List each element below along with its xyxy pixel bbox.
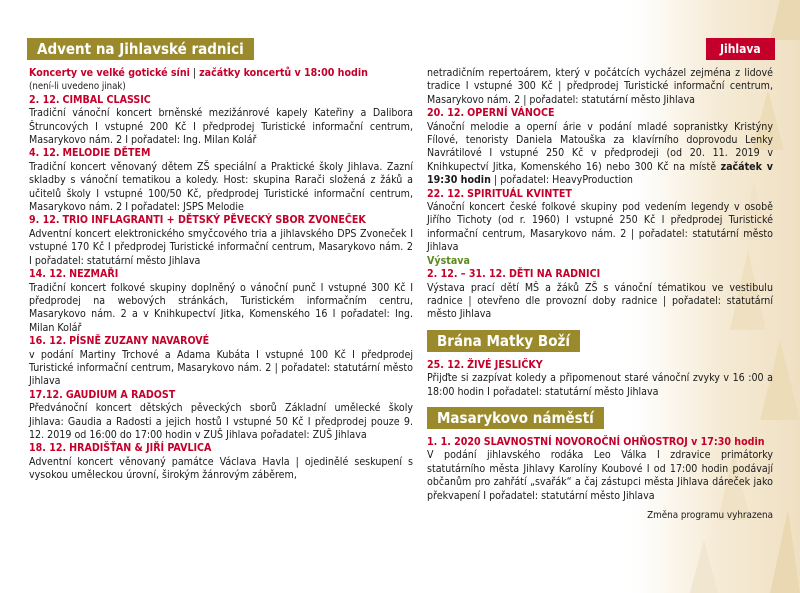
event-title: HRADIŠŤAN & JIŘÍ PAVLICA <box>69 442 212 455</box>
event-text: Tradiční koncert folkové skupiny doplněný o vánoční punč I vstupné 300 Kč I předprodej na webových stránkách, Turistickém informačním centru, Masarykovo nám. 2 a v Knihkupectví Jitka, Komenského 16 I pořadatel: Ing. Milan Kolář <box>29 281 413 334</box>
intro-line <box>29 67 413 80</box>
event-start-time: začátek v 19:30 hodin <box>427 160 773 187</box>
event-date: 4. 12. <box>29 147 60 160</box>
event-date: 22. 12. <box>427 187 465 200</box>
event-title: CIMBAL CLASSIC <box>62 93 151 106</box>
event-text: Tradiční koncert věnovaný dětem ZŠ speciální a Praktické školy Jihlava. Zazní skladby s vánoční tematikou a koledy. Host: skupina Rarači složená z žáků a učitelů školy I vstupné 100/50 Kč, předprodej Turistické informační centrum, Masarykovo nám. 2 I pořadatel: JSPS Melodie <box>29 160 413 214</box>
left-column <box>29 67 413 483</box>
event-item <box>427 268 773 322</box>
event-title: GAUDIUM A RADOST <box>65 388 176 401</box>
intro-time: začátky koncertů v 18:00 hodin <box>199 67 368 79</box>
event-organizer: | pořadatel: HeavyProduction <box>493 174 633 187</box>
event-text: v podání Martiny Trchové a Adama Kubáta I vstupné 100 Kč I předprodej Turistické informační centrum, Masarykovo nám. 2 | pořadatel: statutární město Jihlava <box>29 348 413 388</box>
event-title: SPIRITUÁL KVINTET <box>467 187 572 200</box>
event-title: NEZMAŘI <box>69 268 119 281</box>
event-text: Tradiční vánoční koncert brněnské mezižánrové kapely Kateřiny a Dalibora Štruncových I vstupné 200 Kč I předprodej Turistické informační centrum, Masarykovo nám. 2 I pořadatel: Ing. Milan Kolář <box>29 107 413 147</box>
event-item <box>29 214 413 268</box>
intro-note: (není-li uvedeno jinak) <box>29 81 126 93</box>
event-date: 25. 12. <box>427 358 465 371</box>
event-text: Vánoční melodie a operní árie v podání mladé sopranistky Kristýny Fílové, tenoristy Daniela Matouška za klavírního doprovodu Lenky Navrátilové I vstupné 250 Kč v předprodeji (od 20. 11. 2019 v Knihkupectví Jitka, Komenského 16) nebo 300 Kč na místě <box>427 120 773 173</box>
event-item <box>427 436 773 503</box>
event-date: 14. 12. <box>29 268 67 281</box>
event-date: 20. 12. <box>427 107 465 120</box>
event-title: OPERNÍ VÁNOCE <box>467 107 555 120</box>
event-text: Přijďte si zazpívat koledy a připomenout staré vánoční zvyky v 16 :00 a 18:00 hodin I pořadatel: statutární město Jihlava <box>427 372 773 398</box>
event-text: V podání jihlavského rodáka Leo Válka I zdravice primátorky statutárního města Jihlavy Karolíny Koubové I od 17:00 hodin podávají občanům pro zahřátí „svařák“ a čaj zástupci města Jihlava dáreček jako překvapení I pořadatel: statutární město Jihlava <box>427 449 773 502</box>
event-text: Adventní koncert elektronického smyčcového tria a jihlavského DPS Zvoneček I vstupné 170 Kč I předprodej Turistické informační centrum, Masarykovo nám. 2 I pořadatel: statutární město Jihlava <box>29 227 413 267</box>
footer-note: Změna programu vyhrazena <box>647 509 773 521</box>
event-item <box>427 359 773 399</box>
event-item <box>29 442 413 482</box>
event-title: SLAVNOSTNÍ NOVOROČNÍ OHŇOSTROJ v 17:30 hodin <box>483 435 765 448</box>
section-heading: Brána Matky Boží <box>427 330 580 352</box>
event-date: 1. 1. 2020 <box>427 435 481 448</box>
page-title: Advent na Jihlavské radnici <box>27 38 254 60</box>
event-item <box>427 188 773 255</box>
event-text: Vánoční koncert české folkové skupiny pod vedením legendy v osobě Jiřího Tichoty (od r. 1960) I vstupné 250 Kč I předprodej Turistické informační centrum, Masarykovo nám. 2 | pořadatel: statutární město Jihlava <box>427 201 773 254</box>
event-title: TRIO INFLAGRANTI + DĚTSKÝ PĚVECKÝ SBOR ZVONEČEK <box>62 214 366 227</box>
event-date: 17.12. <box>29 388 63 401</box>
event-item <box>29 147 413 214</box>
section-heading: Masarykovo náměstí <box>427 407 604 429</box>
event-continuation: netradičním repertoárem, který v počátcích vycházel zejména z lidové tradice I vstupné 300 Kč | předprodej Turistické informační centrum, Masarykovo nám. 2 | pořadatel: statutární město Jihlava <box>427 67 773 106</box>
event-item <box>29 268 413 335</box>
event-item <box>427 107 773 187</box>
event-date: 18. 12. <box>29 442 67 455</box>
event-title: DĚTI NA RADNICI <box>508 268 601 281</box>
exhibition-label: Výstava <box>427 254 470 267</box>
event-date: 2. 12. – 31. 12. <box>427 268 506 281</box>
right-column <box>427 67 773 522</box>
left-event-list <box>29 94 413 483</box>
event-item <box>29 335 413 389</box>
intro-separator: | <box>189 67 200 79</box>
event-date: 2. 12. <box>29 93 60 106</box>
event-item <box>29 94 413 148</box>
event-item <box>29 389 413 443</box>
event-text: Předvánoční koncert dětských pěveckých sborů Základní umělecké školy Jihlava: Gaudia a Radosti a jejich hostů I vstupné 50 Kč I předprodej pouze 9. 12. 2019 od 16:00 do 17:00 hodin v ZUŠ Jihlava pořadatel: ZUŠ Jihlava <box>29 402 413 441</box>
event-date: 16. 12. <box>29 335 67 348</box>
event-date: 9. 12. <box>29 214 60 227</box>
event-title: PÍSNĚ ZUZANY NAVAROVÉ <box>69 335 210 348</box>
city-badge: Jihlava <box>706 38 775 60</box>
intro-venue: Koncerty ve velké gotické síni <box>29 67 190 79</box>
event-title: MELODIE DĚTEM <box>62 147 151 160</box>
event-text: Výstava prací dětí MŠ a žáků ZŠ s vánoční tématikou ve vestibulu radnice | otevřeno dle provozní doby radnice | pořadatel: statutární město Jihlava <box>427 281 773 321</box>
event-text: Adventní koncert věnovaný památce Václava Havla | ojedinělé seskupení s vysokou uměleckou úrovní, širokým žánrovým záběrem, <box>29 455 413 482</box>
event-title: ŽIVÉ JESLIČKY <box>467 358 543 371</box>
